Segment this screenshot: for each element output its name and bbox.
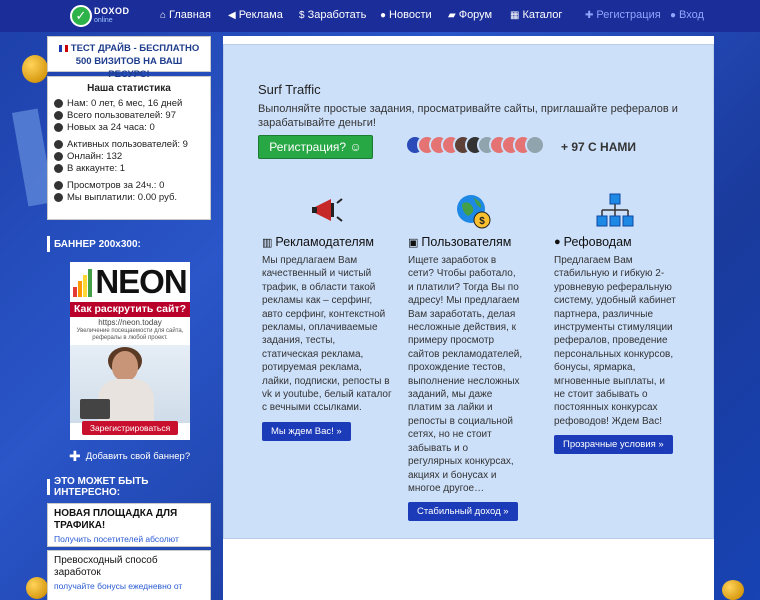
nav-label: Вход xyxy=(679,9,704,21)
stat-new-users xyxy=(54,121,204,133)
users-button[interactable]: Стабильный доход » xyxy=(408,502,518,521)
promo-text: ТЕСТ ДРАЙВ - БЕСПЛАТНО 500 ВИЗИТОВ НА ВАШ РЕСУРС! xyxy=(70,43,200,80)
interesting-card[interactable] xyxy=(47,503,211,547)
stat-active-users xyxy=(54,138,204,150)
stat-text: Мы выплатили: 0.00 руб. xyxy=(67,191,178,203)
nav-earn[interactable] xyxy=(299,9,366,21)
money-icon: ▣ xyxy=(408,236,419,249)
users-icon xyxy=(54,140,63,149)
neon-logo xyxy=(70,262,190,302)
globe-icon: ● xyxy=(380,9,387,21)
add-banner-link[interactable] xyxy=(69,448,211,465)
nav-catalog[interactable] xyxy=(510,9,562,21)
nav-forum[interactable] xyxy=(448,9,492,21)
hero-description: Выполняйте простые задания, просматривайте сайты, приглашайте рефералов и зарабатывайте деньги! xyxy=(258,103,678,129)
nav-label: Регистрация xyxy=(596,9,661,21)
neon-word: NEON xyxy=(95,263,187,300)
svg-text:$: $ xyxy=(479,216,485,227)
banner-subtext: Увеличение посещаемости для сайта, рефералы в любой проект. xyxy=(70,328,190,345)
plus-icon: ✚ xyxy=(585,9,594,21)
banner-section-title xyxy=(47,236,211,252)
stat-total-users xyxy=(54,109,204,121)
site-logo[interactable] xyxy=(70,4,132,28)
hero-panel xyxy=(223,44,714,539)
card-sub[interactable]: Получить посетителей абсолют xyxy=(54,534,179,544)
nav-label: Реклама xyxy=(238,9,283,21)
stat-text: Нам: 0 лет, 6 мес, 16 дней xyxy=(67,97,183,109)
nav-login[interactable] xyxy=(670,9,704,21)
nav-label: Главная xyxy=(169,9,211,21)
nav-label: Форум xyxy=(458,9,493,21)
stat-age xyxy=(54,97,204,109)
nav-label: Новости xyxy=(389,9,432,21)
banner-register-button[interactable]: Зарегистрироваться xyxy=(82,421,178,435)
nav-ads[interactable] xyxy=(228,9,283,21)
banner-photo xyxy=(70,345,190,423)
stat-online xyxy=(54,150,204,162)
calendar-icon: ▦ xyxy=(510,9,520,21)
coin-decoration xyxy=(26,577,48,599)
stat-text: В аккаунте: 1 xyxy=(67,162,126,174)
users-icon: ● xyxy=(554,236,561,248)
logo-sub: online xyxy=(94,17,113,24)
card-title: Превосходный способ заработок xyxy=(54,555,158,578)
stat-text: Просмотров за 24ч.: 0 xyxy=(67,179,165,191)
referrers-text: Предлагаем Вам стабильную и гибкую 2-уровневую реферальную систему, удобный кабинет партнера, различные инструменты стимуляции рефералов, проведение персональных конкурсов, бонусы, ярмарка, мгновенные выплаты, и не стоит забывать о постоянных конкурсах рефоводов! Ждем Вас! xyxy=(554,255,676,427)
money-icon xyxy=(54,193,63,202)
referrers-column xyxy=(554,192,676,454)
nav-label: Заработать xyxy=(307,9,367,21)
advertisers-column xyxy=(262,192,392,441)
interesting-section-title xyxy=(47,476,211,498)
add-banner-text: Добавить свой баннер? xyxy=(85,451,191,462)
advertisers-button[interactable]: Мы ждем Вас! » xyxy=(262,422,351,441)
stat-text: Онлайн: 132 xyxy=(67,150,123,162)
interesting-card[interactable] xyxy=(47,550,211,600)
laptop-icon xyxy=(80,399,110,419)
coin-decoration xyxy=(22,55,48,83)
main-content xyxy=(223,36,714,600)
users-column xyxy=(408,192,538,521)
stat-paid xyxy=(54,191,204,203)
user-circle-icon xyxy=(54,152,63,161)
megaphone-icon xyxy=(308,192,346,230)
chat-icon: ▰ xyxy=(448,9,456,21)
promo-box[interactable] xyxy=(47,36,211,80)
section-title-text: ЭТО МОЖЕТ БЫТЬ ИНТЕРЕСНО: xyxy=(54,476,149,498)
check-icon: ✓ xyxy=(70,5,92,27)
users-text: Ищете заработок в сети? Чтобы работало, и платили? Тогда Вы по адресу! Мы предлагаем Вам заработать, делая несложные действия, к примеру просмотр сайтов рекламодателей, прохождение тестов, выполнение несложных заданий, мы даже платим за лайки и репосты в социальной сетях, но не стоит забывать и о регулярных конкурсах, акциях и бонусах и многое другое… xyxy=(408,255,523,494)
stat-in-account xyxy=(54,162,204,174)
nav-home[interactable] xyxy=(160,9,211,21)
globe-money-icon xyxy=(454,192,492,230)
referrers-button[interactable]: Прозрачные условия » xyxy=(554,435,673,454)
nav-label: Каталог xyxy=(522,9,563,21)
stat-text: Активных пользователей: 9 xyxy=(67,138,188,150)
neon-bars-icon xyxy=(73,267,92,297)
banner-url: https://neon.today xyxy=(70,317,190,328)
bar-chart-icon: ▥ xyxy=(262,236,273,249)
stats-panel xyxy=(47,76,211,220)
clock-icon xyxy=(54,99,63,108)
user-icon: ● xyxy=(670,9,677,21)
user-icon xyxy=(54,164,63,173)
member-avatars xyxy=(405,135,545,157)
left-sidebar xyxy=(47,36,211,600)
advertisers-heading xyxy=(262,234,392,250)
heading-text: Рекламодателям xyxy=(275,235,375,249)
card-sub[interactable]: получайте бонусы ежедневно от xyxy=(54,581,183,591)
heading-text: Пользователям xyxy=(421,235,512,249)
neon-banner[interactable] xyxy=(70,262,190,440)
card-title: НОВАЯ ПЛОЩАДКА ДЛЯ ТРАФИКА! xyxy=(54,508,178,531)
heading-text: Рефоводам xyxy=(563,235,632,249)
advertisers-text: Мы предлагаем Вам качественный и чистый трафик, в области такой рекламы как – серфинг, авто серфинг, контекстной рекламы, оплачиваемые задания, тесты, статическая реклама, ротируемая реклама, лайки, подписки, репосты в vk и youtube, белый каталог с вечными ссылками. xyxy=(262,255,392,414)
stat-text: Новых за 24 часа: 0 xyxy=(67,121,155,133)
hero-title: Surf Traffic xyxy=(258,82,321,97)
hero-register-button[interactable]: Регистрация? ☺ xyxy=(258,135,373,159)
members-count: + 97 С НАМИ xyxy=(561,140,636,154)
network-icon xyxy=(596,192,634,230)
stats-title: Наша статистика xyxy=(87,83,171,94)
megaphone-icon: ◀ xyxy=(228,9,236,21)
logo-name: DOXOD xyxy=(94,6,130,16)
section-title-text: БАННЕР 200х300: xyxy=(54,238,141,250)
stat-text: Всего пользователей: 97 xyxy=(67,109,176,121)
referrers-heading xyxy=(554,234,676,250)
person-head xyxy=(112,351,138,381)
eye-icon xyxy=(54,181,63,190)
nav-register[interactable] xyxy=(585,9,661,21)
top-navbar xyxy=(0,0,760,32)
stat-views xyxy=(54,179,204,191)
banner-question: Как раскрутить сайт? xyxy=(70,302,190,317)
users-icon xyxy=(54,111,63,120)
flag-icon xyxy=(59,45,68,52)
dollar-icon: $ xyxy=(299,9,305,21)
users-heading xyxy=(408,234,538,250)
avatar xyxy=(525,135,545,155)
home-icon: ⌂ xyxy=(160,9,167,21)
plus-icon: ✚ xyxy=(69,448,81,464)
nav-news[interactable] xyxy=(380,9,432,21)
coin-decoration xyxy=(722,580,744,600)
user-plus-icon xyxy=(54,123,63,132)
